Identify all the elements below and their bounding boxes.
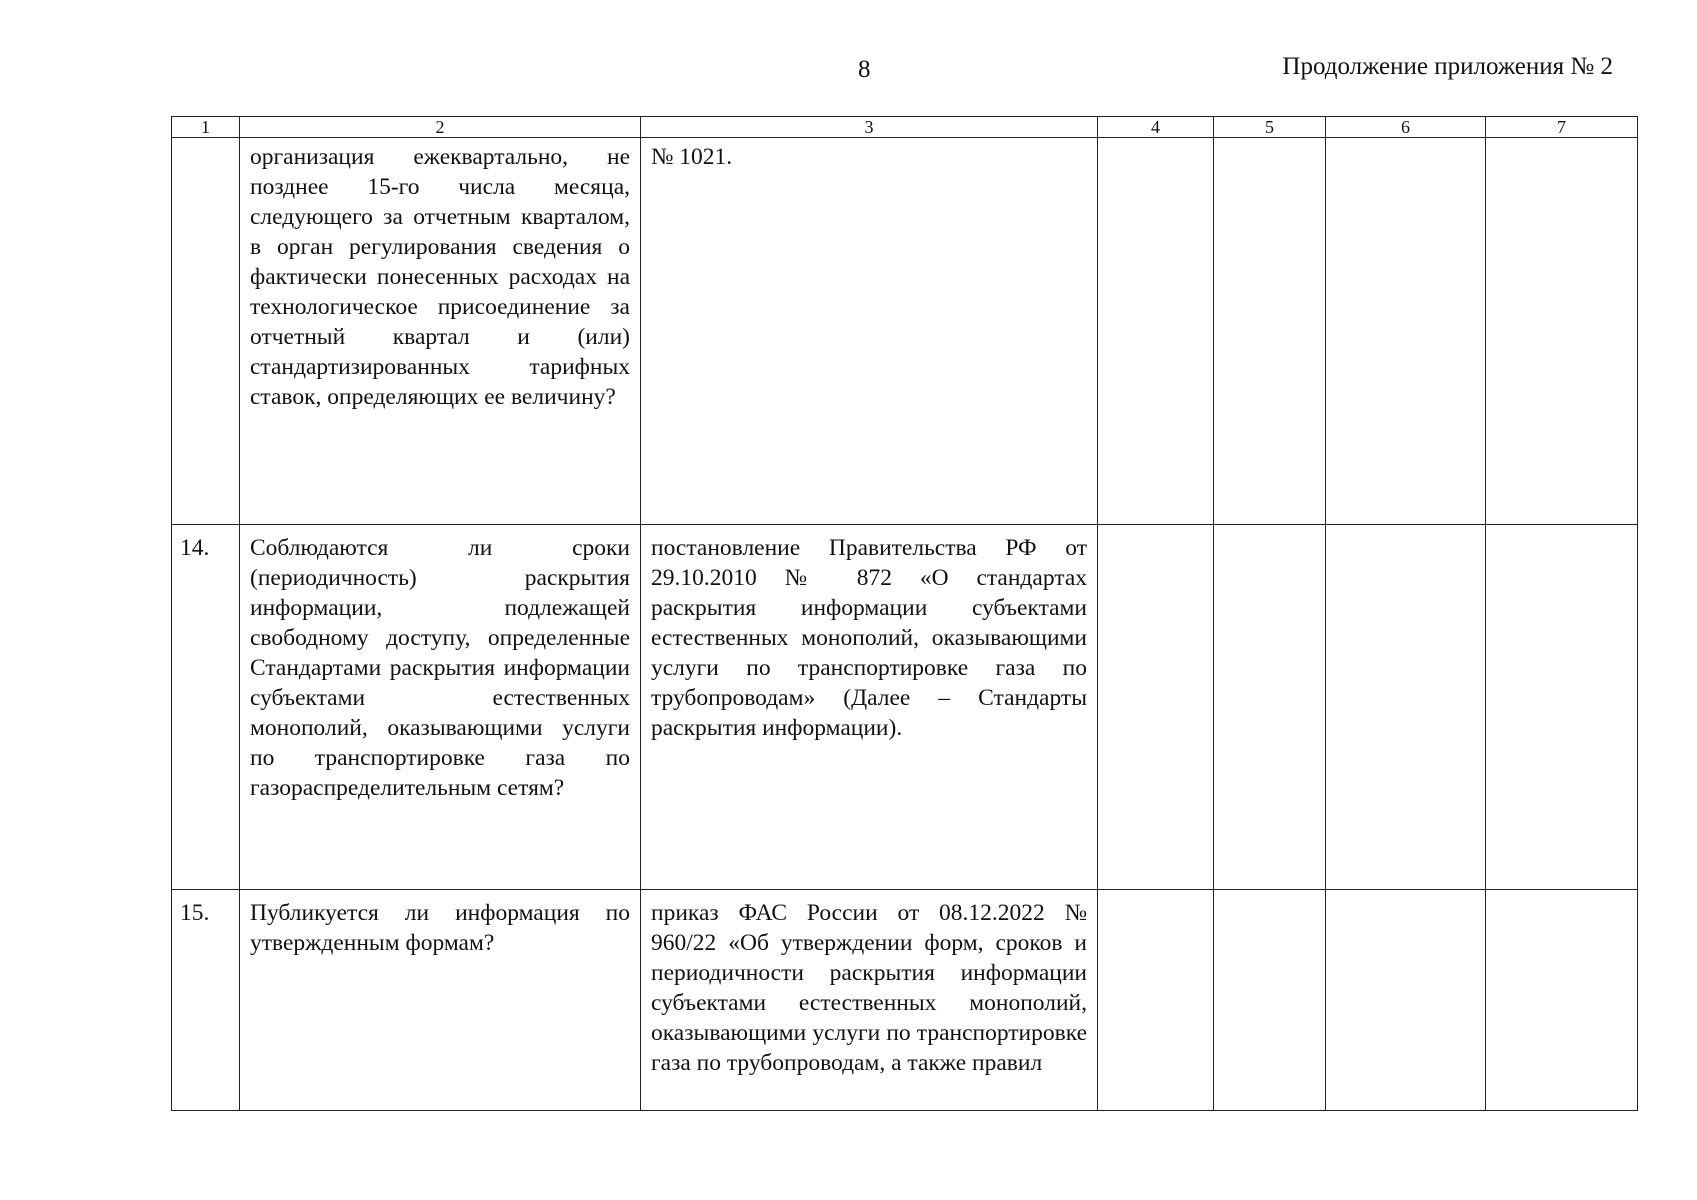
empty-cell xyxy=(1214,138,1326,525)
column-header: 4 xyxy=(1098,117,1214,138)
empty-cell xyxy=(1326,525,1486,890)
question-cell: организация ежеквартально, не позднее 15-го числа месяца, следующего за отчетным кварталом, в орган регулирования сведения о фактически понесенных расходах на технологическое присоединение за отчетный квартал и (или) стандартизированных тарифных ставок, определяющих ее величину? xyxy=(240,138,641,525)
table-row xyxy=(172,890,1638,1111)
empty-cell xyxy=(1486,525,1638,890)
reference-cell: приказ ФАС России от 08.12.2022 № 960/22 «Об утверждении форм, сроков и периодичности раскрытия информации субъектами естественных монополий, оказывающими услуги по транспортировке газа по трубопроводам, а также правил xyxy=(641,890,1098,1111)
column-header: 3 xyxy=(641,117,1098,138)
column-header: 1 xyxy=(172,117,240,138)
checklist-table xyxy=(171,116,1638,1111)
page-number: 8 xyxy=(858,56,871,83)
question-cell: Публикуется ли информация по утвержденным формам? xyxy=(240,890,641,1111)
empty-cell xyxy=(1486,138,1638,525)
column-header: 2 xyxy=(240,117,641,138)
empty-cell xyxy=(1214,525,1326,890)
empty-cell xyxy=(1098,890,1214,1111)
row-number xyxy=(172,138,240,525)
column-header: 6 xyxy=(1326,117,1486,138)
empty-cell xyxy=(1214,890,1326,1111)
table-row xyxy=(172,525,1638,890)
column-header: 7 xyxy=(1486,117,1638,138)
column-header: 5 xyxy=(1214,117,1326,138)
empty-cell xyxy=(1098,525,1214,890)
reference-cell: постановление Правительства РФ от 29.10.2010 № 872 «О стандартах раскрытия информации субъектами естественных монополий, оказывающими услуги по транспортировке газа по трубопроводам» (Далее – Стандарты раскрытия информации). xyxy=(641,525,1098,890)
empty-cell xyxy=(1326,138,1486,525)
empty-cell xyxy=(1326,890,1486,1111)
empty-cell xyxy=(1486,890,1638,1111)
reference-cell: № 1021. xyxy=(641,138,1098,525)
table-row xyxy=(172,138,1638,525)
question-cell: Соблюдаются ли сроки (периодичность) раскрытия информации, подлежащей свободному доступу, определенные Стандартами раскрытия информации субъектами естественных монополий, оказывающими услуги по транспортировке газа по газораспределительным сетям? xyxy=(240,525,641,890)
row-number: 14. xyxy=(172,525,240,890)
empty-cell xyxy=(1098,138,1214,525)
column-number-row xyxy=(172,117,1638,138)
appendix-continuation-label: Продолжение приложения № 2 xyxy=(1282,53,1613,80)
row-number: 15. xyxy=(172,890,240,1111)
